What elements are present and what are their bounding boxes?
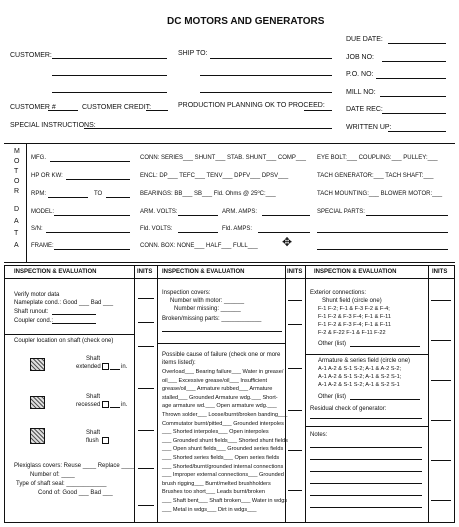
side-letter: D	[14, 206, 20, 213]
rpm-to-label: TO	[94, 191, 103, 197]
plexiglass-covers[interactable]: Plexiglass covers: Reuse ____ Replace ____	[14, 463, 135, 469]
side-letter: A	[14, 218, 19, 225]
side-letter: O	[14, 178, 20, 185]
col-divider	[157, 265, 158, 523]
failure-cause-line[interactable]: Brushes too short___ Leads burnt/broken	[162, 489, 265, 496]
shunt-option-line[interactable]: F-1 F-2 & F-3 F-4; F-1 & F-11	[318, 314, 391, 320]
recessed-in-label: in.	[121, 402, 128, 408]
inits-header-1: INITS	[137, 269, 153, 275]
bearings-options[interactable]: BEARINGS: BB___ SB___ Fld. Ohms @ 25ºC:___	[140, 191, 276, 197]
side-letter: R	[14, 188, 20, 195]
failure-cause-line[interactable]: oil___ Excessive grease/oil___ Insufficient	[162, 377, 267, 384]
shaft-runout-label: Shaft runout:	[14, 309, 49, 315]
move-arrows-icon: ✥	[282, 235, 293, 249]
col2-divider	[157, 343, 285, 344]
ship-to-label: SHIP TO:	[178, 50, 208, 57]
flush-label: flush	[86, 438, 99, 444]
shaft-extended-icon	[30, 358, 45, 371]
shaft-extended-checkbox[interactable]	[102, 363, 109, 370]
shaft-flush-checkbox[interactable]	[102, 437, 109, 444]
po-no-label: P.O. NO:	[346, 71, 374, 78]
broken-missing-parts[interactable]: Broken/missing parts: ____________	[162, 316, 262, 322]
armature-option-line[interactable]: A-1 A-2 & S-1 S-2; A-1 & A-2 S-2;	[318, 366, 402, 372]
extended-label: extended	[76, 364, 101, 370]
failure-cause-line[interactable]: ___ Shorted series fields___ Open series fields	[162, 455, 280, 461]
shunt-option-line[interactable]: F-2 & F-22 F-1 & F-11 F-22	[318, 330, 386, 336]
col1-divider	[4, 334, 134, 335]
arm-amps-field[interactable]	[262, 215, 310, 216]
armature-option-line[interactable]: A-1 A-2 & S-1 S-2; A-1 & S-2 S-1;	[318, 374, 402, 380]
fld-volts-field[interactable]	[178, 232, 218, 233]
customer-label: CUSTOMER:	[10, 52, 52, 59]
covers-with-motor[interactable]: Number with motor: ______	[170, 298, 245, 304]
job-no-label: JOB NO:	[346, 54, 375, 61]
fld-amps-field[interactable]	[258, 232, 310, 233]
customer-number-label: CUSTOMER #	[10, 104, 56, 111]
inspection-header-2: INSPECTION & EVALUATION	[162, 269, 245, 275]
failure-cause-line[interactable]: ___ Open shunt fields___ Grounded series fields	[162, 446, 284, 453]
due-date-label: DUE DATE:	[346, 36, 383, 43]
sn-field[interactable]	[46, 232, 130, 233]
fld-volts-label: Fld. VOLTS:	[140, 226, 173, 232]
side-letter: A	[14, 242, 19, 249]
date-rec-label: DATE REC:	[346, 106, 383, 113]
inspection-header-divider	[4, 278, 455, 279]
inspection-covers-label: Inspection covers:	[162, 290, 211, 296]
written-up-label: WRITTEN UP:	[346, 124, 392, 131]
arm-volts-field[interactable]	[178, 215, 218, 216]
nameplate-cond[interactable]: Nameplate cond.: Good ___ Bad ___	[14, 300, 114, 306]
customer-field-2[interactable]	[52, 75, 167, 76]
special-parts-field-2[interactable]	[317, 232, 448, 233]
covers-missing[interactable]: Number missing: ______	[174, 306, 241, 312]
production-label: PRODUCTION PLANNING OK TO PROCEED:	[178, 102, 325, 109]
mfg-label: MFG.	[31, 155, 46, 161]
side-letter: T	[14, 168, 19, 175]
motor-data-bottom-border	[4, 262, 455, 263]
eye-bolt-options[interactable]: EYE BOLT:___ COUPLING:___ PULLEY:___	[317, 155, 438, 161]
customer-credit-label: CUSTOMER CREDIT:	[82, 104, 152, 111]
failure-cause-line[interactable]: ___ Shorted/burnt/grounded internal connections	[162, 463, 284, 470]
col3-divider	[305, 354, 428, 355]
customer-number-field[interactable]	[48, 110, 78, 111]
shaft-seal-cond[interactable]: Cond of: Good ___ Bad ___	[38, 490, 113, 496]
failure-cause-line[interactable]: brush rigging___ Burnt/melted brushholders	[162, 480, 271, 487]
inits-header-3: INITS	[432, 269, 448, 275]
inspection-header-1: INSPECTION & EVALUATION	[14, 269, 97, 275]
other-label-2: Other (list)	[318, 394, 347, 400]
ship-to-field[interactable]	[210, 58, 332, 59]
conn-box-options[interactable]: CONN. BOX: NONE___ HALF___ FULL___	[140, 243, 258, 249]
motor-data-side-divider	[26, 143, 27, 262]
motor-data-top-border	[4, 143, 455, 144]
failure-cause-line[interactable]: age armature wd.___ Open armature wdg.___	[162, 403, 277, 410]
shaft-seal-type[interactable]: Type of shaft seal: ____________	[16, 481, 107, 487]
shaft-flush-icon	[30, 428, 45, 444]
inits-header-2: INITS	[287, 269, 303, 275]
shaft-label: Shaft	[86, 356, 101, 362]
conn-series-options[interactable]: CONN: SERIES___ SHUNT___ STAB. SHUNT___ COMP___	[140, 155, 306, 161]
tach-generator-options[interactable]: TACH GENERATOR:___ TACH SHAFT:___	[317, 173, 434, 179]
side-letter: M	[14, 148, 20, 155]
side-letter: T	[14, 230, 19, 237]
hp-kw-field[interactable]	[66, 179, 130, 180]
broken-parts-field[interactable]	[162, 331, 282, 332]
failure-cause-line[interactable]: ___ Grounded shunt fields___ Shorted shunt fields	[162, 437, 288, 444]
customer-field-3[interactable]	[52, 92, 167, 93]
shaft-recessed-field[interactable]	[110, 407, 120, 408]
verify-motor-data: Verify motor data	[14, 292, 60, 298]
shunt-option-line[interactable]: F-1 F-2 & F-3 F-4; F-1 & F-11	[318, 322, 391, 328]
special-parts-field[interactable]	[366, 215, 448, 216]
shaft-extended-field[interactable]	[110, 369, 120, 370]
sn-label: S/N:	[31, 226, 43, 232]
recessed-label: recessed	[76, 402, 101, 408]
plexiglass-number[interactable]: Number of: ____	[30, 472, 75, 478]
mfg-field[interactable]	[50, 161, 130, 162]
frame-label: FRAME:	[31, 243, 54, 249]
notes-label: Notes:	[310, 432, 328, 438]
model-field[interactable]	[54, 215, 130, 216]
armature-series-label: Armature & series field (circle one)	[318, 358, 411, 364]
armature-option-line[interactable]: A-1 A-2 & S-1 S-2; A-1 & S-2 S-1	[318, 382, 400, 388]
failure-cause-line[interactable]: Commutator burnt/pitted___ Grounded interpoles	[162, 420, 284, 427]
coupler-cond-label: Coupler cond.:	[14, 318, 54, 324]
other-field-2[interactable]	[350, 399, 420, 400]
ship-to-field-3[interactable]	[200, 92, 332, 93]
rpm-to-field[interactable]	[106, 197, 130, 198]
col-divider	[134, 265, 135, 523]
side-letter: O	[14, 158, 20, 165]
failure-cause-line[interactable]: ___ Metal in wdgs___ Dirt in wdgs___	[162, 506, 257, 513]
job-no-field[interactable]	[382, 61, 446, 62]
special-parts-field-3[interactable]	[317, 249, 448, 250]
failure-cause-line[interactable]: ___ Improper external connections___ Grounded	[162, 472, 284, 479]
production-field[interactable]	[304, 110, 332, 111]
other-field[interactable]	[350, 346, 420, 347]
ship-to-field-2[interactable]	[200, 75, 332, 76]
tach-mounting-options[interactable]: TACH MOUNTING:___ BLOWER MOTOR:___	[317, 191, 443, 197]
shaft-recessed-icon	[30, 396, 45, 409]
written-up-field[interactable]	[388, 131, 446, 132]
exterior-connections-label: Exterior connections:	[310, 290, 367, 296]
encl-options[interactable]: ENCL: DP___ TEFC___ TENV___ DPFV___ DPSV___	[140, 173, 289, 179]
customer-credit-field[interactable]	[146, 110, 168, 111]
date-rec-field[interactable]	[382, 113, 446, 114]
hp-kw-label: HP OR KW:	[31, 173, 63, 179]
rpm-label: RPM:	[31, 191, 46, 197]
possible-cause-label: Possible cause of failure (check one or more items listed):	[162, 352, 281, 366]
arm-volts-label: ARM. VOLTS:	[140, 209, 178, 215]
shaft-recessed-checkbox[interactable]	[102, 401, 109, 408]
special-parts-label: SPECIAL PARTS:	[317, 209, 365, 215]
mill-no-field[interactable]	[380, 96, 446, 97]
col-divider	[285, 265, 286, 523]
fld-amps-label: Fld. AMPS:	[222, 226, 253, 232]
shunt-field-label: Shunt field (circle one)	[322, 298, 382, 304]
rpm-from-field[interactable]	[48, 197, 88, 198]
special-instructions-label: SPECIAL INSTRUCTIONS:	[10, 122, 96, 129]
other-label: Other (list)	[318, 341, 347, 347]
model-label: MODEL:	[31, 209, 55, 215]
residual-field[interactable]	[310, 418, 422, 419]
extended-in-label: in.	[121, 364, 128, 370]
inspection-header-3: INSPECTION & EVALUATION	[314, 269, 397, 275]
coupler-cond-field[interactable]	[52, 323, 96, 324]
mill-no-label: MILL NO:	[346, 89, 376, 96]
failure-cause-line[interactable]: Thrown solder___ Loose/burnt/broken banding___	[162, 412, 288, 418]
customer-field[interactable]	[52, 58, 167, 59]
residual-check-label: Residual check of generator:	[310, 406, 387, 412]
failure-cause-line[interactable]: stalled___ Grounded Armature wdg.___ Short-	[162, 394, 278, 401]
shaft-runout-field[interactable]	[52, 314, 96, 315]
po-no-field[interactable]	[376, 78, 446, 79]
form-title: DC MOTORS AND GENERATORS	[167, 16, 325, 27]
failure-cause-line[interactable]: Overload___ Bearing failure___ Water in grease/	[162, 369, 284, 375]
failure-cause-line[interactable]: grease/oil___ Armature rubbed___ Armature	[162, 386, 273, 393]
coupler-location-label: Coupler location on shaft (check one)	[14, 338, 114, 344]
due-date-field[interactable]	[388, 43, 446, 44]
shunt-option-line[interactable]: F-1 F-2; F-1 & F-3 F-2 & F-4;	[318, 306, 390, 312]
shaft-label-2: Shaft	[86, 394, 101, 400]
failure-cause-line[interactable]: ___ Shaft bent___ Shaft broken___ Water in wdgs	[162, 498, 288, 504]
special-instructions-field[interactable]	[84, 128, 332, 129]
failure-cause-line[interactable]: ___ Shorted interpoles___ Open interpoles	[162, 429, 269, 436]
shaft-label-3: Shaft	[86, 430, 101, 436]
col-divider	[428, 265, 429, 523]
frame-field[interactable]	[54, 249, 130, 250]
col3-divider-2	[305, 426, 428, 427]
col-divider	[305, 265, 306, 523]
arm-amps-label: ARM. AMPS:	[222, 209, 258, 215]
